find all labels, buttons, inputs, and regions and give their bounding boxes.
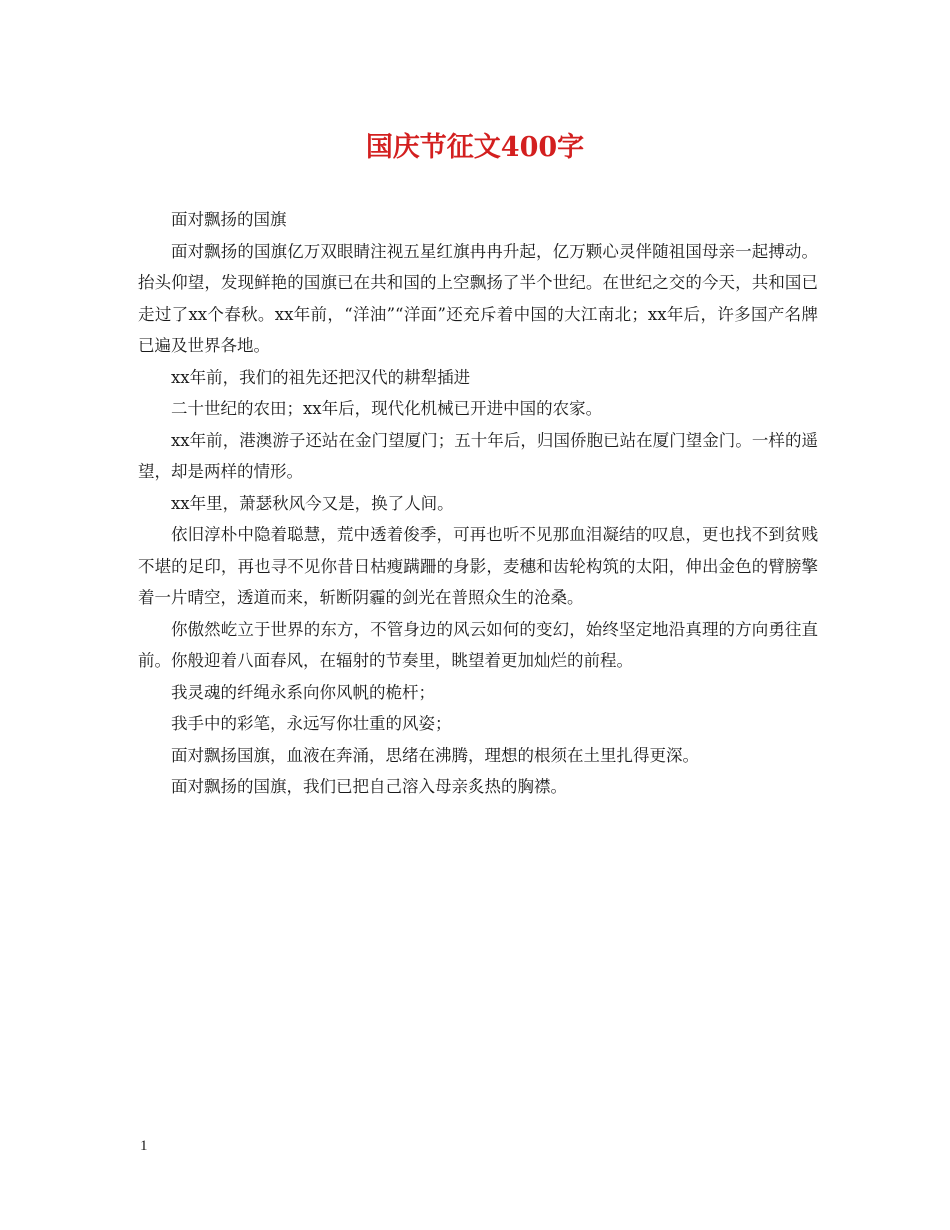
paragraph: 我手中的彩笔，永远写你壮重的风姿； <box>171 714 452 733</box>
paragraph: 面对飘扬的国旗 <box>171 210 287 229</box>
paragraph: xx年里，萧瑟秋风今又是，换了人间。 <box>171 493 454 513</box>
document-title: 国庆节征文400字 <box>365 132 585 163</box>
paragraph: xx年前，我们的祖先还把汉代的耕犁插进 <box>171 367 471 387</box>
paragraph: 面对飘扬的国旗亿万双眼睛注视五星红旗冉冉升起，亿万颗心灵伴随祖国母亲一起搏动。抬头仰望，发现鲜艳的国旗已在共和国的上空飘扬了半个世纪。在世纪之交的今天，共和国已走过了xx个春秋。xx年前，“洋油”“洋面”还充斥着中国的大江南北；xx年后，许多国产名牌已遍及世界各地。 <box>138 241 818 355</box>
paragraph: 二十世纪的农田；xx年后，现代化机械已开进中国的农家。 <box>171 399 603 418</box>
page-number: 1 <box>140 1138 148 1154</box>
paragraph: 我灵魂的纤绳永系向你风帆的桅杆； <box>171 682 435 702</box>
paragraph: xx年前，港澳游子还站在金门望厦门；五十年后，归国侨胞已站在厦门望金门。一样的遥望，却是两样的情形。 <box>138 430 818 481</box>
paragraph: 依旧淳朴中隐着聪慧，荒中透着俊季，可再也听不见那血泪凝结的叹息，更也找不到贫贱不堪的足印，再也寻不见你昔日枯瘦蹒跚的身影，麦穗和齿轮构筑的太阳，伸出金色的臂膀擎着一片晴空，透道而来，斩断阴霾的剑光在普照众生的沧桑。 <box>138 525 818 607</box>
paragraph: 你傲然屹立于世界的东方，不管身边的风云如何的变幻，始终坚定地沿真理的方向勇往直前。你般迎着八面春风，在辐射的节奏里，眺望着更加灿烂的前程。 <box>138 619 818 670</box>
paragraph: 面对飘扬国旗，血液在奔涌，思绪在沸腾，理想的根须在土里扎得更深。 <box>171 745 699 765</box>
document-body <box>138 204 818 803</box>
paragraph: 面对飘扬的国旗，我们已把自己溶入母亲炙热的胸襟。 <box>171 777 567 796</box>
